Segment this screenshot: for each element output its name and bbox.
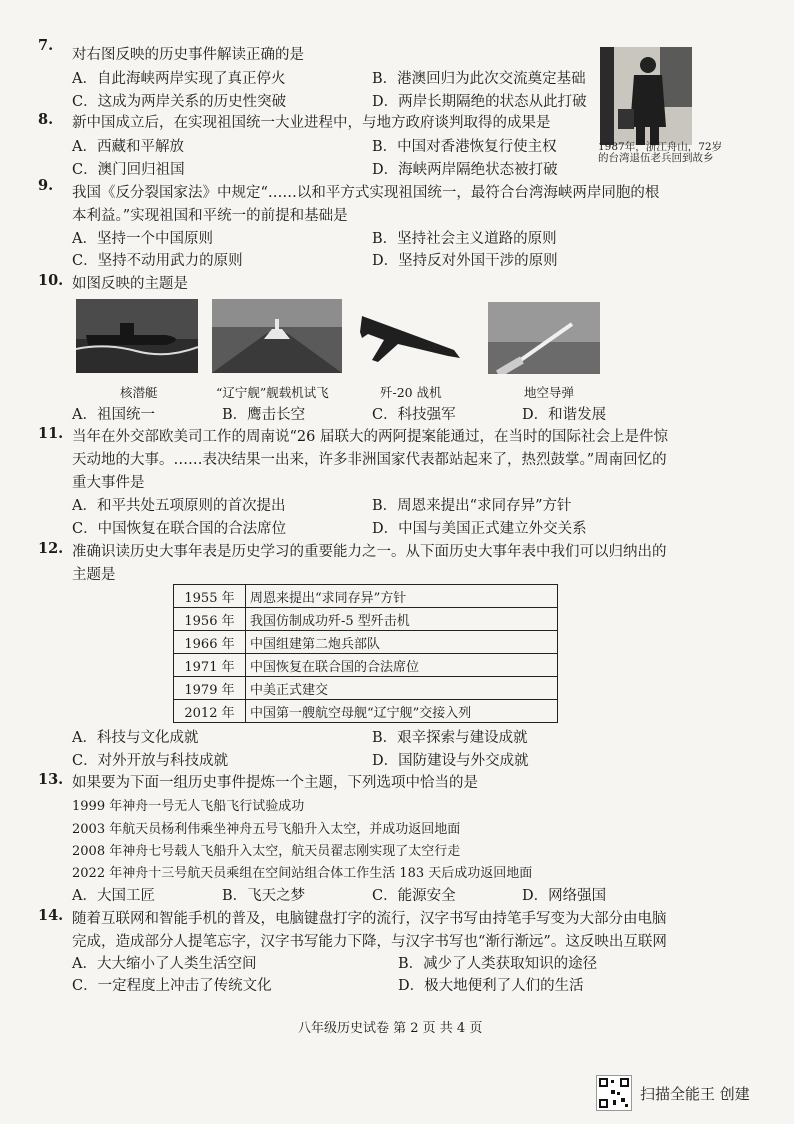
- history-timeline-table: [173, 584, 558, 723]
- table-row: [174, 654, 558, 677]
- event-cell: 中国第一艘航空母舰“辽宁舰”交接入列: [246, 700, 558, 723]
- missile-photo: [488, 302, 600, 374]
- q14-stem-line1: 随着互联网和智能手机的普及，电脑键盘打字的流行，汉字书写由持笔手写变为大部分由电脑: [72, 911, 667, 927]
- q9-option-c[interactable]: C．坚持不动用武力的原则: [72, 253, 243, 269]
- qr-code-icon: [596, 1075, 632, 1111]
- event-cell: 中国组建第二炮兵部队: [246, 631, 558, 654]
- q9-number: 9.: [38, 177, 54, 194]
- caption-j20: 歼-20 战机: [380, 385, 442, 400]
- veteran-photo: [600, 47, 692, 145]
- q14-stem-line2: 完成，造成部分人提笔忘字，汉字书写能力下降，与汉字书写也“渐行渐远”。这反映出互联网: [72, 934, 667, 950]
- q13-option-a[interactable]: A．大国工匠: [72, 888, 155, 904]
- q13-event: 2022 年神舟十三号航天员乘组在空间站组合体工作生活 183 天后成功返回地面: [72, 866, 533, 881]
- event-cell: 中国恢复在联合国的合法席位: [246, 654, 558, 677]
- q13-stem: 如果要为下面一组历史事件提炼一个主题，下列选项中恰当的是: [72, 775, 478, 791]
- veteran-figure-image: [600, 47, 692, 145]
- q11-stem-line1: 当年在外交部欧美司工作的周南说“26 届联大的两阿提案能通过，在当时的国际社会上是件惊: [72, 429, 668, 445]
- q10-option-c[interactable]: C．科技强军: [372, 407, 456, 423]
- q11-option-a[interactable]: A．和平共处五项原则的首次提出: [72, 498, 286, 514]
- q13-event: 2003 年航天员杨利伟乘坐神舟五号飞船升入太空，并成功返回地面: [72, 822, 461, 837]
- j20-image: [358, 304, 466, 370]
- year-cell: 1966 年: [174, 631, 246, 654]
- q12-option-c[interactable]: C．对外开放与科技成就: [72, 753, 229, 769]
- q14-option-d[interactable]: D．极大地便利了人们的生活: [398, 978, 584, 994]
- q8-option-a[interactable]: A．西藏和平解放: [72, 139, 184, 155]
- q8-option-b[interactable]: B．中国对香港恢复行使主权: [372, 139, 557, 155]
- q10-option-b[interactable]: B．鹰击长空: [222, 407, 306, 423]
- q14-number: 14.: [38, 907, 64, 924]
- q8-option-c[interactable]: C．澳门回归祖国: [72, 162, 185, 178]
- photo-caption-line1: 1987年，浙江舟山，72岁: [598, 141, 723, 153]
- qr-code-graphic: [597, 1076, 631, 1110]
- q7-number: 7.: [38, 37, 54, 54]
- q9-option-a[interactable]: A．坚持一个中国原则: [72, 231, 213, 247]
- year-cell: 1971 年: [174, 654, 246, 677]
- q9-stem-line2: 本利益。”实现祖国和平统一的前提和基础是: [72, 208, 348, 224]
- q11-option-b[interactable]: B．周恩来提出“求同存异”方针: [372, 498, 572, 514]
- q8-number: 8.: [38, 111, 54, 128]
- missile-image: [488, 302, 600, 374]
- q7-option-b[interactable]: B．港澳回归为此次交流奠定基础: [372, 71, 586, 87]
- q7-option-d[interactable]: D．两岸长期隔绝的状态从此打破: [372, 94, 587, 110]
- q9-option-b[interactable]: B．坚持社会主义道路的原则: [372, 231, 557, 247]
- q14-option-c[interactable]: C．一定程度上冲击了传统文化: [72, 978, 272, 994]
- q10-option-d[interactable]: D．和谐发展: [522, 407, 607, 423]
- submarine-image: [76, 299, 198, 373]
- q8-option-d[interactable]: D．海峡两岸隔绝状态被打破: [372, 162, 558, 178]
- q12-number: 12.: [38, 540, 64, 557]
- table-row: [174, 608, 558, 631]
- q12-stem-line1: 准确识读历史大事年表是历史学习的重要能力之一。从下面历史大事年表中我们可以归纳出的: [72, 544, 667, 560]
- table-row: [174, 585, 558, 608]
- year-cell: 1956 年: [174, 608, 246, 631]
- q12-option-b[interactable]: B．艰辛探索与建设成就: [372, 730, 528, 746]
- q11-stem-line2: 天动地的大事。……表决结果一出来，许多非洲国家代表都站起来了，热烈鼓掌。”周南回忆的: [72, 452, 667, 468]
- caption-missile: 地空导弹: [524, 385, 575, 400]
- q12-option-d[interactable]: D．国防建设与外交成就: [372, 753, 529, 769]
- q10-stem: 如图反映的主题是: [72, 276, 188, 292]
- q12-option-a[interactable]: A．科技与文化成就: [72, 730, 199, 746]
- carrier-jet-image: [212, 299, 342, 373]
- q11-option-c[interactable]: C．中国恢复在联合国的合法席位: [72, 521, 287, 537]
- year-cell: 1979 年: [174, 677, 246, 700]
- q14-option-b[interactable]: B．减少了人类获取知识的途径: [398, 956, 598, 972]
- q13-number: 13.: [38, 771, 64, 788]
- page-footer: 八年级历史试卷 第 2 页 共 4 页: [298, 1021, 483, 1036]
- q11-stem-line3: 重大事件是: [72, 475, 145, 491]
- table-row: [174, 677, 558, 700]
- photo-caption-line2: 的台湾退伍老兵回到故乡: [598, 152, 714, 164]
- q7-stem: 对右图反映的历史事件解读正确的是: [72, 47, 304, 63]
- table-row: [174, 631, 558, 654]
- submarine-photo: [76, 299, 198, 373]
- q14-option-a[interactable]: A．大大缩小了人类生活空间: [72, 956, 257, 972]
- q13-option-c[interactable]: C．能源安全: [372, 888, 456, 904]
- q13-option-b[interactable]: B．飞天之梦: [222, 888, 306, 904]
- caption-carrier-jet: “辽宁舰”舰载机试飞: [216, 385, 329, 400]
- q8-stem: 新中国成立后，在实现祖国统一大业进程中，与地方政府谈判取得的成果是: [72, 115, 551, 131]
- caption-submarine: 核潜艇: [120, 385, 158, 400]
- event-cell: 周恩来提出“求同存异”方针: [246, 585, 558, 608]
- q12-stem-line2: 主题是: [72, 567, 116, 583]
- q10-number: 10.: [38, 272, 64, 289]
- year-cell: 2012 年: [174, 700, 246, 723]
- year-cell: 1955 年: [174, 585, 246, 608]
- q13-event: 1999 年神舟一号无人飞船飞行试验成功: [72, 799, 305, 814]
- j20-photo: [358, 304, 466, 370]
- carrier-jet-photo: [212, 299, 342, 373]
- q13-option-d[interactable]: D．网络强国: [522, 888, 607, 904]
- q7-option-c[interactable]: C．这成为两岸关系的历史性突破: [72, 94, 287, 110]
- q9-stem-line1: 我国《反分裂国家法》中规定“……以和平方式实现祖国统一，最符合台湾海峡两岸同胞的根: [72, 185, 660, 201]
- scanner-watermark: 扫描全能王 创建: [640, 1085, 750, 1103]
- q11-number: 11.: [38, 425, 64, 442]
- q10-option-a[interactable]: A．祖国统一: [72, 407, 155, 423]
- q11-option-d[interactable]: D．中国与美国正式建立外交关系: [372, 521, 587, 537]
- table-row: [174, 700, 558, 723]
- q9-option-d[interactable]: D．坚持反对外国干涉的原则: [372, 253, 558, 269]
- q13-event: 2008 年神舟七号载人飞船升入太空，航天员翟志刚实现了太空行走: [72, 844, 461, 859]
- q7-option-a[interactable]: A．自此海峡两岸实现了真正停火: [72, 71, 286, 87]
- event-cell: 中美正式建交: [246, 677, 558, 700]
- event-cell: 我国仿制成功歼-5 型歼击机: [246, 608, 558, 631]
